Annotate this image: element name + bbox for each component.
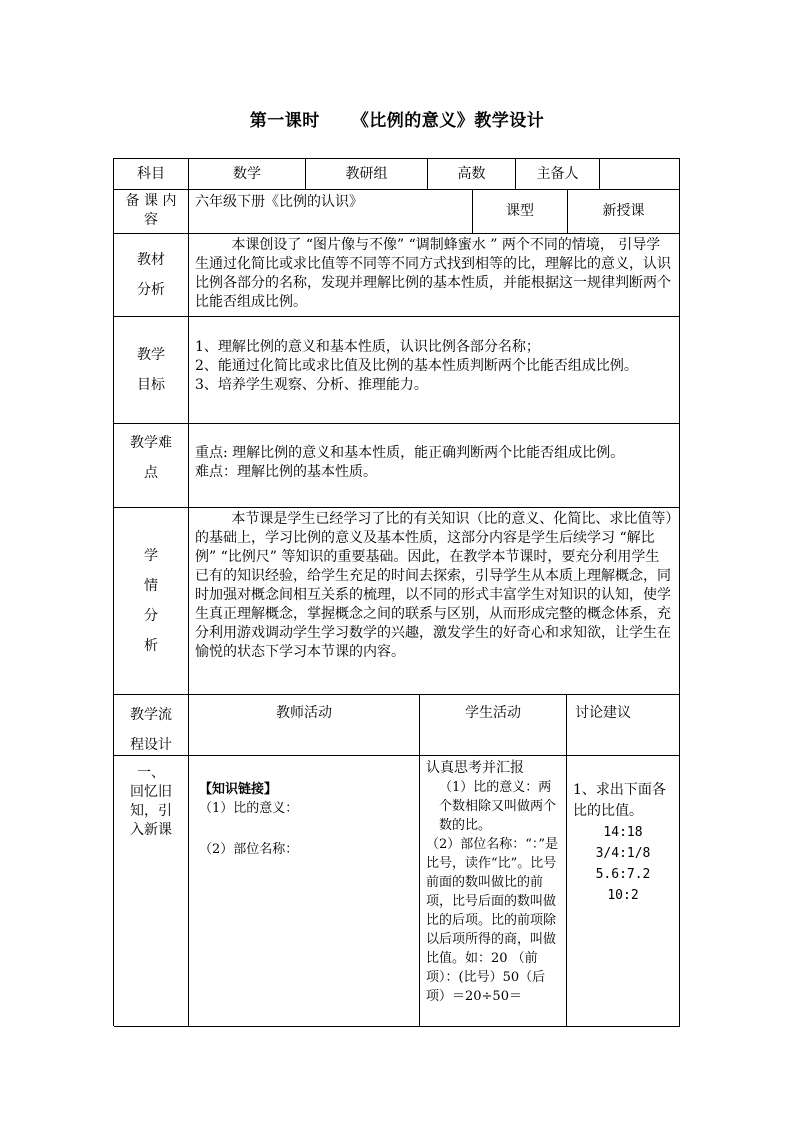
preparer-label: 主备人 — [516, 159, 600, 190]
difficulty-label-line2: 点 — [144, 465, 158, 481]
students-label-char4: 析 — [144, 638, 158, 654]
flow-label-line2: 程设计 — [130, 737, 172, 753]
section1-teacher — [189, 756, 420, 1027]
analysis-label-line1: 教材 — [137, 252, 165, 268]
goal-item-2: 2、能通过化简比或求比值及比例的基本性质判断两个比能否组成比例。 — [195, 358, 638, 374]
group-label: 教研组 — [306, 159, 428, 190]
key-point: 重点: 理解比例的意义和基本性质，能正确判断两个比能否组成比例。 — [195, 445, 625, 461]
ratio-4: 10:2 — [607, 888, 639, 903]
goals-label-line1: 教学 — [137, 347, 165, 363]
students-label-char3: 分 — [144, 608, 158, 624]
lesson-type-value: 新授课 — [568, 190, 680, 234]
section1-label — [114, 756, 189, 1027]
goals-label — [114, 317, 189, 424]
hard-point: 难点：理解比例的基本性质。 — [195, 464, 377, 480]
lesson-title: 《比例的意义》教学设计 — [351, 111, 545, 131]
goal-item-1: 1、理解比例的意义和基本性质，认识比例各部分名称； — [195, 339, 540, 355]
lesson-type-label: 课型 — [473, 190, 568, 234]
lesson-number: 第一课时 — [249, 111, 320, 131]
students-label — [114, 508, 189, 695]
discussion-title: 1、求出下面各比的比值。 — [573, 782, 666, 819]
group-value: 高数 — [428, 159, 516, 190]
section1-student — [420, 756, 567, 1027]
goal-item-3: 3、培养学生观察、分析、推理能力。 — [195, 377, 428, 393]
section1-label-line2: 回忆旧 — [130, 784, 172, 800]
content-label: 备 课 内 容 — [114, 190, 189, 234]
lesson-plan-table — [113, 158, 680, 1026]
ratio-2: 3/4:1/8 — [595, 846, 651, 861]
analysis-text: 本课创设了 “图片像与不像” “调制蜂蜜水 ” 两个不同的情境， 引导学生通过化简比或求比值等不同等不同方式找到相等的比，理解比的意义，认识比例各部分的名称，发现并理解比例的基本性质，并能根据这一规律判断两个比能否组成比例。 — [189, 234, 680, 317]
difficulty-text — [189, 424, 680, 508]
section1-label-line3: 知，引 — [130, 803, 172, 819]
page-title — [0, 106, 794, 131]
knowledge-link-heading: 【知识链接】 — [199, 782, 278, 797]
student-line-1: 认真思考并汇报 — [426, 760, 524, 776]
section1-label-line1: 一、 — [137, 765, 165, 781]
subject-value: 数学 — [189, 159, 306, 190]
flow-label — [114, 695, 189, 756]
teacher-item-2: （2）部位名称： — [199, 842, 299, 857]
students-label-char1: 学 — [144, 548, 158, 564]
student-activity-header: 学生活动 — [420, 695, 567, 756]
preparer-value — [600, 159, 680, 190]
analysis-label-line2: 分析 — [137, 282, 165, 298]
teacher-activity-header: 教师活动 — [189, 695, 420, 756]
ratio-3: 5.6:7.2 — [595, 867, 651, 882]
content-value: 六年级下册《比例的认识》 — [189, 190, 473, 234]
discussion-header: 讨论建议 — [567, 695, 680, 756]
ratio-1: 14:18 — [603, 825, 643, 840]
teacher-item-1: （1）比的意义： — [199, 801, 299, 816]
student-line-3: （2）部位名称：“：”是比号，读作“比”。比号前面的数叫做比的前项，比号后面的数叫做比的后项。比的前项除以后项所得的商，叫做比值。如：20 （前项）：(比号）50（后项）＝20÷50＝ — [426, 837, 559, 1004]
flow-label-line1: 教学流 — [130, 707, 172, 723]
subject-label: 科目 — [114, 159, 189, 190]
student-line-2: （1）比的意义：两个数相除又叫做两个数的比。 — [439, 780, 557, 833]
analysis-label — [114, 234, 189, 317]
students-label-char2: 情 — [144, 578, 158, 594]
section1-discussion — [567, 756, 680, 1027]
students-text: 本节课是学生已经学习了比的有关知识（比的意义、化简比、求比值等）的基础上，学习比例的意义及基本性质，这部分内容是学生后续学习 “解比例” “比例尺” 等知识的重要基础。因此，在教学本节课时，要充分利用学生已有的知识经验，给学生充足的时间去探索，引导学生从本质上理解概念，同时加强对概念间相互关系的梳理，以不同的形式丰富学生对知识的认知，使学生真正理解概念，掌握概念之间的联系与区别，从而形成完整的概念体系，充分利用游戏调动学生学习数学的兴趣，激发学生的好奇心和求知欲，让学生在愉悦的状态下学习本节课的内容。 — [189, 508, 680, 695]
difficulty-label — [114, 424, 189, 508]
section1-label-line4: 入新课 — [130, 822, 172, 838]
goals-label-line2: 目标 — [137, 377, 165, 393]
goals-list — [189, 317, 680, 424]
difficulty-label-line1: 教学难 — [130, 435, 172, 451]
